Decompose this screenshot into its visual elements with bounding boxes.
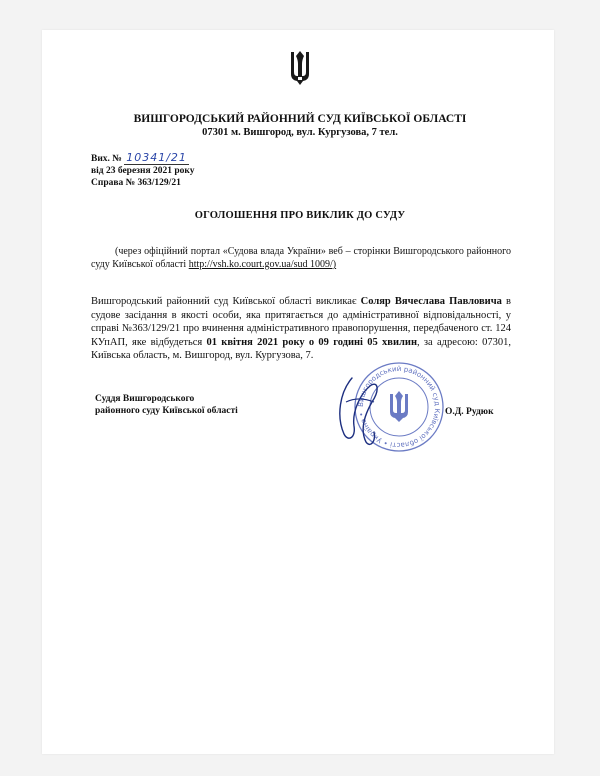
judge-title-line1: Суддя Вишгородського — [95, 394, 195, 404]
body-part3: , за адресою: 07301, Київська область, м. Вишгород, вул. Кургузова, 7. — [91, 336, 511, 361]
judge-title-line2: районного суду Київської області — [95, 406, 238, 416]
court-name-heading: ВИШГОРОДСЬКИЙ РАЙОННИЙ СУД КИЇВСЬКОЇ ОБЛАСТІ — [133, 113, 467, 125]
coat-of-arms-icon — [288, 50, 312, 86]
summoned-person: Соляр Вячеслава Павловича — [360, 296, 502, 307]
outgoing-number-label: Вих. № — [91, 154, 122, 164]
judge-name: О.Д. Рудюк — [445, 407, 494, 417]
case-number: Справа № 363/129/21 — [91, 178, 181, 188]
document-title: ОГОЛОШЕННЯ ПРО ВИКЛИК ДО СУДУ — [194, 210, 406, 221]
court-address: 07301 м. Вишгород, вул. Кургузова, 7 тел. — [202, 127, 398, 138]
body-part2: в судове засідання в якості особи, яка притягається до адміністративної відповідальності, у справі №363/129/21 про вчинення адміністративного правопорушення, передбаченого ст. 124 КУпАП, яке відбудеться — [91, 296, 511, 348]
document-page — [42, 30, 554, 754]
portal-text: (через офіційний портал «Судова влада України» веб – сторінки Вишгородського районного суду Київської області — [91, 246, 511, 270]
hearing-datetime: 01 квітня 2021 року о 09 годині 05 хвилин — [206, 336, 417, 348]
summons-body — [91, 295, 511, 363]
portal-link[interactable]: http://vsh.ko.court.gov.ua/sud 1009/) — [188, 259, 337, 270]
outgoing-date: від 23 березня 2021 року — [91, 166, 195, 176]
outgoing-info — [91, 152, 194, 189]
judge-title — [95, 393, 238, 417]
outgoing-number-handwritten: 10341/21 — [126, 151, 187, 164]
body-part1: Вишгородський районний суд Київської області викликає — [91, 296, 361, 307]
stamp-ring-text: Вишгородський районний суд Київської області • Україна • — [356, 364, 442, 450]
handwritten-signature — [330, 372, 390, 452]
portal-note — [91, 245, 511, 271]
